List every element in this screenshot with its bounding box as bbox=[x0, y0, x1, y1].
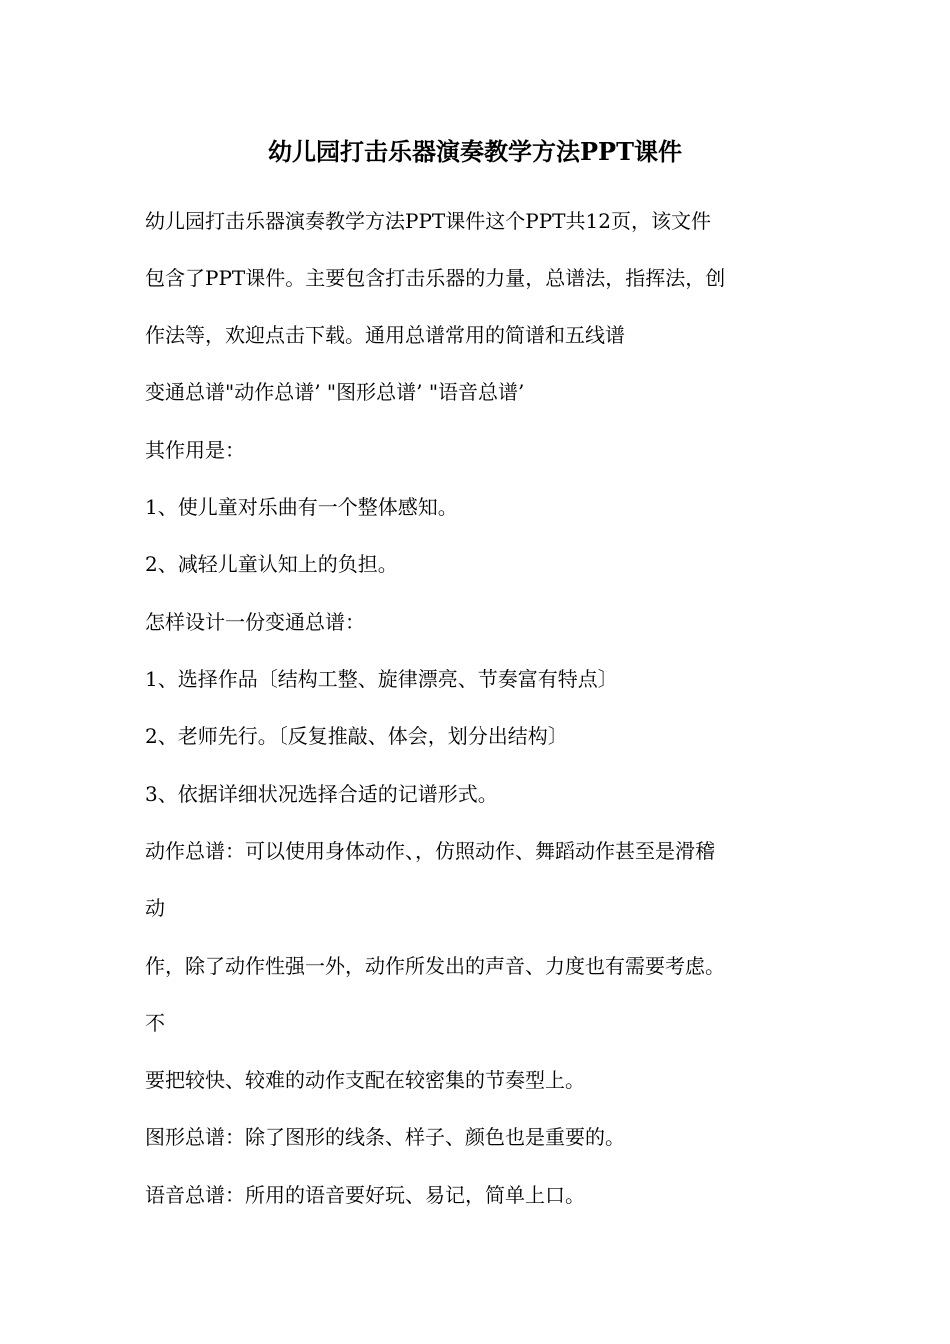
document-title: 幼儿园打击乐器演奏教学方法PPT课件 bbox=[268, 137, 682, 166]
list-item: 2、老师先行。〔反复推敲、体会，划分出结构〕 bbox=[145, 724, 568, 748]
paragraph-line: 变通总谱"动作总谱’ "图形总谱’ "语音总谱’ bbox=[145, 380, 525, 404]
list-item: 3、依据详细状况选择合适的记谱形式。 bbox=[145, 782, 498, 806]
list-item: 1、使儿童对乐曲有一个整体感知。 bbox=[145, 495, 458, 519]
paragraph-line: 不 bbox=[145, 1011, 165, 1035]
paragraph-line: 幼儿园打击乐器演奏教学方法PPT课件这个PPT共12页，该文件 bbox=[145, 209, 711, 233]
paragraph-line: 包含了PPT课件。主要包含打击乐器的力量，总谱法，指挥法，创 bbox=[145, 266, 726, 290]
paragraph-line: 动作总谱：可以使用身体动作、，仿照动作、舞蹈动作甚至是滑稽 bbox=[145, 839, 715, 863]
paragraph-line: 作法等，欢迎点击下载。通用总谱常用的简谱和五线谱 bbox=[145, 323, 625, 347]
paragraph-line: 怎样设计一份变通总谱： bbox=[145, 610, 365, 634]
paragraph-line: 动 bbox=[145, 896, 165, 920]
list-item: 1、选择作品〔结构工整、旋律漂亮、节奏富有特点〕 bbox=[145, 667, 618, 691]
paragraph-line: 其作用是： bbox=[145, 438, 245, 462]
paragraph-line: 图形总谱：除了图形的线条、样子、颜色也是重要的。 bbox=[145, 1125, 625, 1149]
list-item: 2、减轻儿童认知上的负担。 bbox=[145, 552, 398, 576]
paragraph-line: 语音总谱：所用的语音要好玩、易记，简单上口。 bbox=[145, 1183, 585, 1207]
paragraph-line: 作，除了动作性强一外，动作所发出的声音、力度也有需要考虑。 bbox=[145, 954, 725, 978]
paragraph-line: 要把较快、较难的动作支配在较密集的节奏型上。 bbox=[145, 1068, 585, 1092]
